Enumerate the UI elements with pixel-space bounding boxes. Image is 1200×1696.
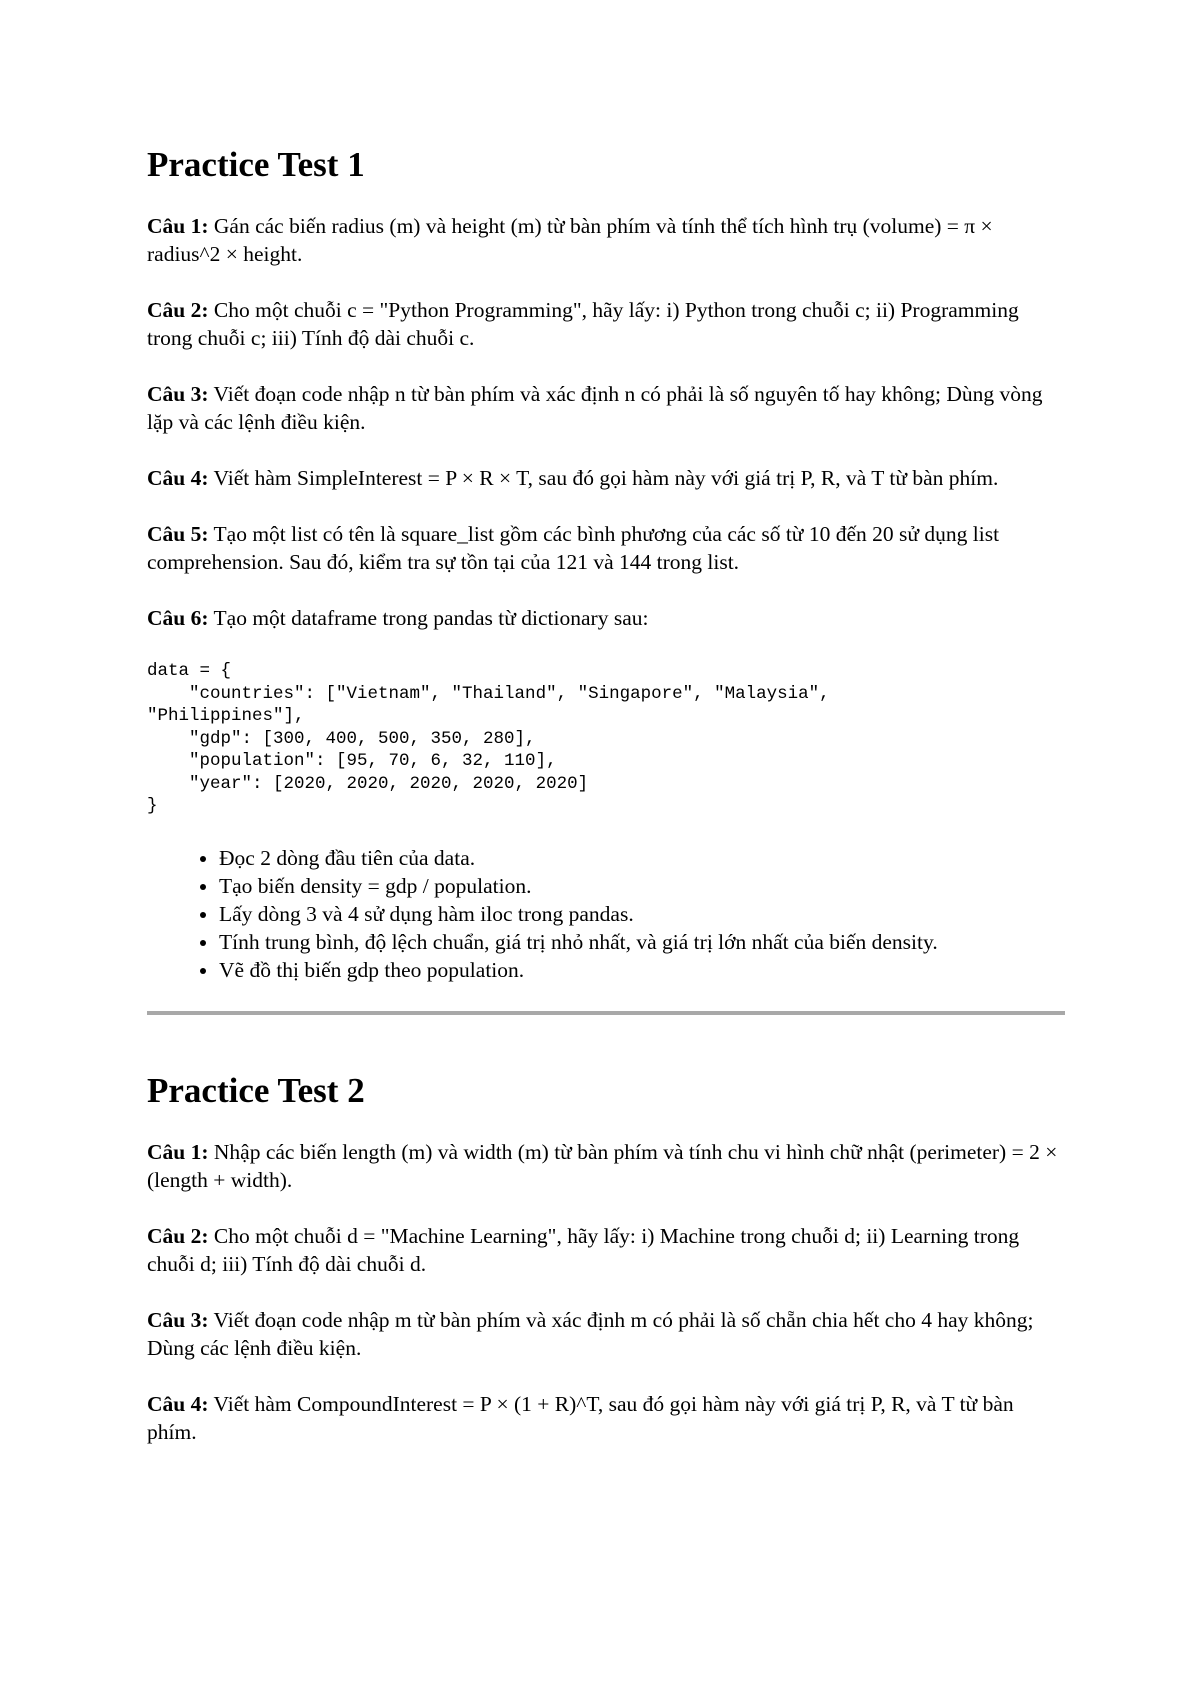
- question-label: Câu 4:: [147, 466, 209, 490]
- question-label: Câu 3:: [147, 1307, 209, 1332]
- test1-question-3: [147, 380, 1065, 436]
- code-block: data = { "countries": ["Vietnam", "Thailand", "Singapore", "Malaysia", "Philippines"], "gdp": [300, 400, 500, 350, 280], "population": [95, 70, 6, 32, 110], "year": [2020, 2020, 2020, 2020, 2020] }: [147, 661, 830, 816]
- question-label: Câu 2:: [147, 1223, 209, 1248]
- test1-question-5: [147, 520, 1065, 576]
- question-text: Viết đoạn code nhập n từ bàn phím và xác định n có phải là số nguyên tố hay không; Dùng vòng lặp và các lệnh điều kiện.: [147, 382, 1043, 434]
- test1-question-1: [147, 212, 1065, 268]
- test1-question-2: [147, 296, 1065, 352]
- question-label: Câu 2:: [147, 298, 209, 322]
- list-item: • Tạo biến density = gdp / population.: [219, 872, 1065, 900]
- question-text: Nhập các biến length (m) và width (m) từ bàn phím và tính chu vi hình chữ nhật (perimeter) = 2 × (length + width).: [147, 1139, 1058, 1192]
- question-text: Cho một chuỗi c = "Python Programming", hãy lấy: i) Python trong chuỗi c; ii) Programming trong chuỗi c; iii) Tính độ dài chuỗi c.: [147, 298, 1019, 350]
- question-text: Cho một chuỗi d = "Machine Learning", hãy lấy: i) Machine trong chuỗi d; ii) Learning trong chuỗi d; iii) Tính độ dài chuỗi d.: [147, 1223, 1020, 1276]
- question-label: Câu 1:: [147, 1139, 209, 1164]
- question-text: Viết hàm SimpleInterest = P × R × T, sau đó gọi hàm này với giá trị P, R, và T từ bàn phím.: [208, 466, 999, 490]
- test2-question-1: [147, 1138, 1065, 1194]
- test1-question-4: [147, 464, 1065, 492]
- list-item: • Tính trung bình, độ lệch chuẩn, giá trị nhỏ nhất, và giá trị lớn nhất của biến density.: [219, 928, 1065, 956]
- test1-question-6: [147, 604, 1065, 632]
- test2-question-4: [147, 1390, 1065, 1446]
- test2-question-3: [147, 1306, 1065, 1362]
- list-item: • Vẽ đồ thị biến gdp theo population.: [219, 956, 1065, 984]
- question-label: Câu 6:: [147, 606, 209, 630]
- question-text: Tạo một dataframe trong pandas từ dictionary sau:: [208, 606, 649, 630]
- question-label: Câu 1:: [147, 214, 209, 238]
- question-text: Viết đoạn code nhập m từ bàn phím và xác định m có phải là số chẵn chia hết cho 4 hay không; Dùng các lệnh điều kiện.: [147, 1307, 1034, 1360]
- task-list: [147, 844, 1065, 984]
- question-text: Gán các biến radius (m) và height (m) từ bàn phím và tính thể tích hình trụ (volume) = π × radius^2 × height.: [147, 214, 993, 266]
- list-item: • Lấy dòng 3 và 4 sử dụng hàm iloc trong pandas.: [219, 900, 1065, 928]
- list-item: • Đọc 2 dòng đầu tiên của data.: [219, 844, 1065, 872]
- question-text: Tạo một list có tên là square_list gồm các bình phương của các số từ 10 đến 20 sử dụng list comprehension. Sau đó, kiểm tra sự tồn tại của 121 và 144 trong list.: [147, 522, 1000, 574]
- question-label: Câu 5:: [147, 522, 209, 546]
- test1-title: Practice Test 1: [147, 145, 365, 184]
- test2-question-2: [147, 1222, 1065, 1278]
- test2-title: Practice Test 2: [147, 1070, 365, 1110]
- question-label: Câu 3:: [147, 382, 209, 406]
- question-label: Câu 4:: [147, 1391, 209, 1416]
- question-text: Viết hàm CompoundInterest = P × (1 + R)^T, sau đó gọi hàm này với giá trị P, R, và T từ bàn phím.: [147, 1391, 1014, 1444]
- document-page: [147, 145, 1065, 1446]
